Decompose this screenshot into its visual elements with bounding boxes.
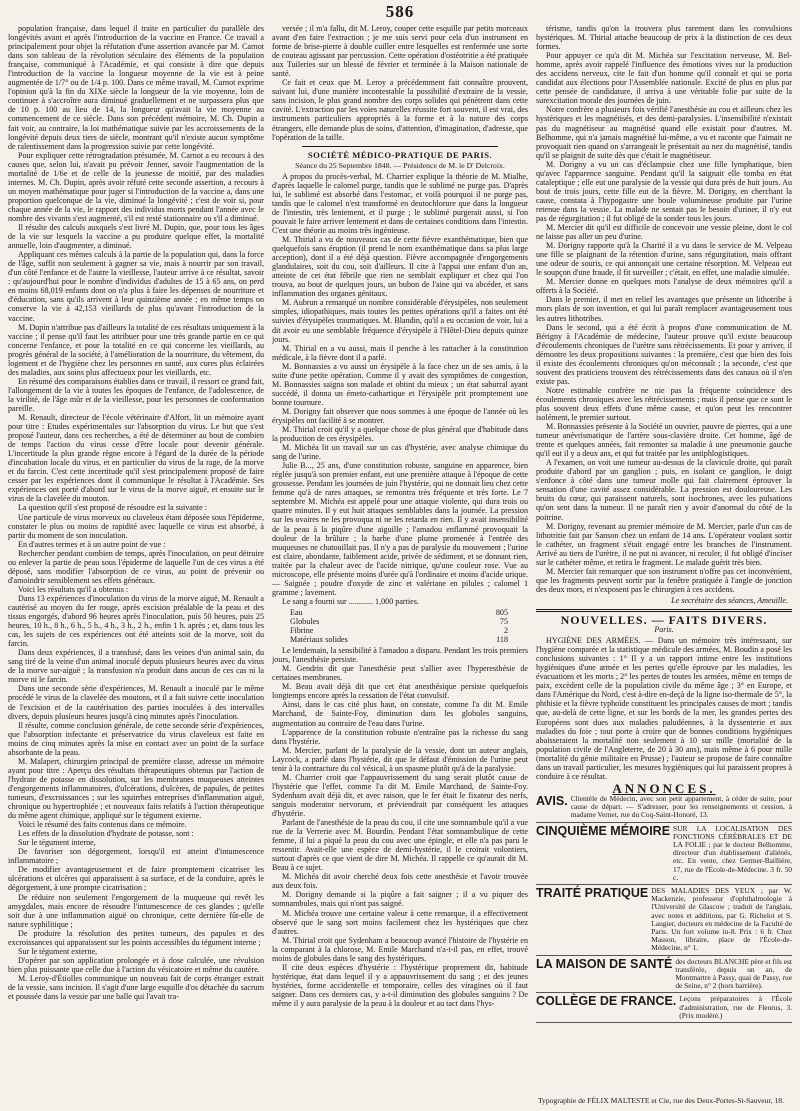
paragraph: M. Michéa lit un travail sur un cas d'hystérie, avec analyse chimique du sang de l'urine. [272, 443, 528, 462]
paragraph: M. Malapert, chirurgien principal de première classe, adresse un mémoire ayant pour titre : Aperçu des résultats thérapeutiques obtenus par l'action de l'hydrate de potasse en dissolution, sur les membranes muqueuses atteintes d'engorgements inflammatoires, d'ulcérations, d'ulcères, de papules, de petites tumeurs, d'excroissances ; sur les squirrhes entreprises d'inflammation aiguë, chronique ou hypertrophiée ; et nouveaux faits relatifs à l'action thérapeutique du même agent chimique, appliqué sur le tégument externe. [8, 756, 264, 821]
paragraph: Sur le tégument externe, [18, 946, 98, 956]
secretary-signature: Le secrétaire des séances, Ameuille. [671, 595, 788, 605]
paragraph: Une particule de virus morveux ou claveleux étant déposée sous l'épiderme, constater le plus ou moins de rapidité avec laquelle ce virus est absorbé, à partir du moment de son inoculation. [8, 512, 264, 540]
table-row [290, 635, 528, 644]
paragraph: Rechercher pendant combien de temps, après l'inoculation, on peut détruire ou enlever la partie de peau sous l'épiderme de laquelle l'un de ces virus a été déposé, sans modifier l'absorption de ce virus, au point de prévenir ou d'amoindrir sensiblement ses effets généraux. [8, 548, 264, 585]
table-row [290, 617, 528, 626]
paragraph: versée ; il m'a fallu, dit M. Leroy, couper cette esquille par petits morceaux avant d'en faire l'extraction ; je me suis servi pour cela d'un instrument en forme de brise-pierre à double cuiller entre lesquelles est renfermée une sorte de couteau agissant par percussion. Cette opération d'ostéotritie a été pratiquée aux Tuileries sur un blessé de février et terminée à la Maison nationale de santé. [272, 24, 528, 79]
paragraph: M. Gendrin dit que l'anesthésie peut s'allier avec l'hyperesthésie de certaines membranes. [272, 664, 528, 683]
paragraph: Il cite deux espèces d'hystérie : l'hystérique proprement dit, habitude hystérique, état dans lequel il y a appauvrissement du sang ; et des jeunes hystéries, forme accidentelle et temporaire, celles des viragines où il faut saigner. Dans ces derniers cas, y a-t-il diminution des globules sanguins ? De même il y aura paralysie de la peau à la douleur et au tact dans l'hys- [272, 962, 528, 1008]
table-value: 2 [503, 626, 508, 636]
paragraph: population française, dans lequel il traite en particulier du parallèle des longévités avant et après l'introduction de la vaccine en France. Ce travail a principalement pour objet la réfutation d'une assertion avancée par M. Carnot dans son tableau de la révolution séculaire des éléments de la population française, communiqué à l'Académie, et qui consiste à dire que depuis l'introduction de la vaccine la longueur moyenne de la vie est à peine augmentée de 1/7° ou de 1/4 p. 100. Dans ce même travail, M. Carnot exprime l'opinion qu'à la fin du XIXe siècle la longueur de la vie moyenne, loin de continuer à s'accroître aura diminué graduellement et ne surpassera plus que de 10 p. 100 au lieu de 14, la longueur qu'avait la vie moyenne au commencement de ce siècle. Dans son précédent mémoire, M. Ch. Dupin a fait voir, au contraire, la loi mathématique suivie par les accroissements de la longévité depuis deux tiers de siècle, montrant qu'il n'existe aucun symptôme de ralentissement dans la progression suivie par cette longévité. [8, 24, 264, 151]
advertisement [536, 795, 792, 823]
table-value: 75 [499, 617, 508, 626]
paragraph: De modifier avantageusement et de faire promptement cicatriser les ulcérations et ulcères qui apparaissent à sa surface, et de la conduire, après le dégorgement, à une prompte cicatrisation ; [8, 865, 264, 893]
section-rule [302, 146, 498, 147]
paragraph: A propos du procès-verbal, M. Charrier explique la théorie de M. Mialhe, d'après laquelle le calomel purge, tandis que le sublimé ne purge pas. D'après lui, le sublimé est absorbé dans l'estomac, et voilà pourquoi il ne purge pas, tandis que le calomel n'est transformé en deutochlorure que dans la longueur de l'intestin, très lentement, et il purge ; le sublimé purgerait aussi, si l'on pouvait le faire arriver lentement et dans de certaines conditions dans l'intestin. C'est une théorie au moins très ingénieuse. [272, 171, 528, 235]
paragraph: Notre estimable confrère ne nie pas la fréquente coïncidence des écoulements chroniques avec les rétrécissements ; mais il pense que ce sont le plus souvent deux effets d'une même cause, et qu'on peut les rencontrer isolément, le premier surtout. [536, 385, 792, 423]
paragraph: Parlant de l'anesthésie de la peau du cou, il cite une somnambule qu'il a vue rue de la Verrerie avec M. Bourdin. Pendant l'état somnambulique de cette femme, il lui a piqué la peau du cou avec une épingle, et elle n'a pas paru le ressentir. Avait-elle une espèce de demi-hystérie, il le croirait volontiers, surtout d'après ce que vient de dire M. Michéa. Il rappelle ce qu'aurait dit M. Beau à ce sujet. [272, 818, 528, 873]
table-label: Eau [290, 607, 303, 617]
paragraph: M. Beau avait déjà dit que cet état anesthésique persiste quelquefois longtemps encore après la cessation de l'état convulsif. [272, 682, 528, 701]
paragraph: M. Thirial en a vu aussi, mais il penche à les rattacher à la constitution médicale, à la fièvre dont il a parlé. [272, 343, 528, 362]
ad-text: Leçons préparatoires à l'École d'administration, rue de Fleurus, 3. (Prix modéré.) [679, 994, 792, 1020]
paragraph: Dans 13 expériences d'inoculation du virus de la morve aiguë, M. Renault a cautérisé au moyen du fer rouge, après excision préalable de la peau et des tissus engorgés, d'abord 96 heures après l'inoculation, puis 50 heures, puis 25 heures, 10 h., 8 h., 6 h., 5 h., 4 h., 3 h., 2 h., enfin 1 h. après ; et, dans tous les cas, les sujets de ces expériences ont été atteints soit de la morve, soit du farcin. [8, 593, 264, 649]
paragraph: M. Dorigny, revenant au premier mémoire de M. Mercier, parle d'un cas de lithotritie fait par Sanson chez un enfant de 14 ans. L'opérateur voulant sortir le cathéter, un fragment s'était engagé entre les branches de l'instrument. Arrivé au tiers de l'urètre, il ne put ni avancer, ni reculer, il fut obligé d'inciser sur le cathéter même, et retira le fragment. Le malade guérit très bien. [536, 521, 792, 567]
paragraph: M. Bonnassies présente à la Société un ouvrier, pauvre de pierres, qui a une tumeur anévrismatique de l'artère sous-clavière droite. Cet homme, âgé de trente et quelques années, fait remonter sa maladie à une pneumonie gauche qu'il eut il y a deux ans, et qui fut traitée par les antiphlogistiques. [536, 422, 792, 459]
ad-text: SUR LA LOCALISATION DES FONCTIONS CÉRÉBRALES ET DE LA FOLIE ; par le docteur Belhomme, directeur d'un établissement d'aliénés, etc. En vente, chez Germer-Baillière, 17, rue de l'École-de-Médecine. 3 fr. 50 c. [673, 823, 792, 882]
paragraph: Appliquant ces mêmes calculs à la partie de la population qui, dans la force de l'âge, suffit non seulement à gagner sa vie, mais à nourrir par son travail, d'un côté l'enfance et de l'autre la vieillesse, l'auteur arrive à ce résultat, savoir : qu'aujourd'hui pour le nombre d'individus d'adultes de 15 à 65 ans, on perd en moins 68,019 enfants dont on n'a plus à faire les dépenses de nourriture et d'éducation, sans qu'ils arrivent à leur quinzième année ; en même temps on conserve la vie à 42,153 vieillards de plus qu'avant l'introduction de la vaccine. [8, 250, 264, 323]
ad-headline: TRAITÉ PRATIQUE [536, 885, 649, 900]
paragraph: Les effets de la dissolution d'hydrate de potasse, sont : [18, 829, 194, 839]
paragraph: Ce fait et ceux que M. Leroy a précédemment fait connaître prouvent, suivant lui, d'une manière incontestable la possibilité d'extraire de la vessie, sans incision, le plus grand nombre des corps solides qui pénètrent dans cette cavité. L'extraction par les voies naturelles réussite fort souvent, il est vrai, des instruments particuliers appropriés à la forme et à la nature des corps étrangers, elle demande plus de soins, d'attention, d'imagination, d'adresse, que l'opération de la taille. [272, 78, 528, 142]
paragraph: M. Thirial croit qu'il y a quelque chose de plus général que d'habitude dans la production de ces érysipèles. [272, 425, 528, 444]
session-note: Séance du 25 Septembre 1848. — Présidence de M. le D' Delcroix. [295, 160, 505, 170]
ad-headline: COLLÈGE DE FRANCE. [536, 994, 677, 1009]
table-label: Matériaux solides [290, 635, 348, 645]
paragraph: Pour appuyer ce qu'a dit M. Michéa sur l'excitation nerveuse, M. Bel-homme, après avoir rappelé l'influence des émotions vives sur la production des accidens nerveux, cite le fait d'un homme qu'il connaît et qui se porta candidat aux élections pour l'Assemblée nationale. Excité de plus en plus par cette pensée de candidature, il arriva à une véritable folie par suite de la surexcitation morale des journées de juin. [536, 51, 792, 106]
paragraph: Il résulte des calculs auxquels s'est livré M. Dupin, que, pour tous les âges de la vie sur lesquels la vaccine a pu produire quelque effet, la mortalité annuelle, loin d'augmenter, a diminué. [8, 223, 264, 251]
paragraph: M. Bonnassies a vu aussi un érysipèle à la face chez un de ses amis, à la suite d'une petite opération. Comme il y avait des symptômes de congestion, M. Bonnassies saigna son malade et obtint du mieux ; un état saburral ayant succédé, il donna un émeto-cathartique et l'érysipèle prit promptement une bonne tournure. [272, 361, 528, 407]
paragraph: Dans le premier, il met en relief les avantages que présente un lithotribe à mors plats de son invention, et qui lui paraît remplacer avantageusement tous les autres lithotribes. [536, 295, 792, 323]
paragraph: M. Renault, directeur de l'école vétérinaire d'Alfort, lit un mémoire ayant pour titre : Etudes expérimentales sur l'absorption du virus. Le but que s'est proposé l'auteur, dans ces recherches, a été de déterminer au bout de combien de temps l'action du virus cesse d'être locale pour devenir générale. L'incertitude la plus grande règne encore à l'égard de la durée de la période d'incubation locale du virus, et en particulier du virus de la rage, de la morve et du farcin. C'est cette incertitude qu'il s'est principalement proposé de faire cesser par les expériences dont il communique le résultat à l'Académie. Ses expériences ont porté d'abord sur le virus de la morve aiguë, et ensuite sur le virus de la clavelée du mouton. [8, 413, 264, 504]
paragraph: Le sang a fourni sur ............ 1,000 parties. [282, 596, 419, 606]
paragraph: M. Michéa dit avoir cherché deux fois cette anesthésie et l'avoir trouvée aux deux fois. [272, 872, 528, 891]
paragraph: HYGIÈNE DES ARMÉES. — Dans un mémoire très intéressant, sur l'hygiène comparée et la statistique médicale des armées, M. Boudin a posé les conclusions suivantes : 1° Il y a un rapport intime entre les institutions hygiéniques d'une armée et les pertes qu'elle éprouve par les maladies, les évacuations et les morts ; 2° les pertes de toutes les armées, même en temps de paix, excèdent celle de la population civile du même âge ; 3° en Europe, et dans l'Amérique du Nord, c'est à-dire en-deçà de la ligne iso-thermale de 5°, la phthisie et la fièvre typhoïde constituent les principales causes de mort ; tandis que, au-delà de cette ligne, et sur les bords de la mer, les grandes pertes des Européens sont dues aux maladies paludéennes, à la dyssenterie et aux maladies du foie ; tout porte à croire que de bonnes conditions hygiéniques abaisseraient la mortalité non seulement à 10 sur mille (mortalité de la population civile de l'Angleterre, de 20 à 30 ans), mais même à 6 pour mille (mortalité du génie militaire en Prusse) ; l'auteur se propose de faire connaître dans un travail particulier, les mesures hygiéniques qui lui paraissent propres à conduire à ce résultat. [536, 636, 792, 781]
society-title: SOCIÉTÉ MÉDICO-PRATIQUE DE PARIS. [307, 149, 493, 160]
column-2 [272, 24, 528, 1098]
advertisement [536, 995, 792, 1023]
advertisement [536, 825, 792, 885]
paragraph: Voici le résumé des faits contenus dans ce mémoire. [18, 820, 187, 830]
ad-headline: AVIS. [536, 793, 568, 808]
annonces-title: ANNONCES. [612, 780, 716, 796]
paragraph: En d'autres termes et à un autre point de vue : [18, 539, 166, 549]
paragraph: M. Dorigny demande si la piqûre a fait saigner ; il a vu piquer des somnambules, mais qui n'ont pas saigné. [272, 890, 528, 909]
paragraph: M. Dupin n'attribue pas d'ailleurs la totalité de ces résultats uniquement à la vaccine ; il pense qu'il faut les attribuer pour une très grande partie en ce qui concerne l'enfance, et pour la totalité en ce qui concerne les vieillards, au progrès général de la société, à l'amélioration de la nourriture, du vêtement, du logement et de l'hygiène chez les personnes en santé, aux cures plus éclairées des maladies, aux soins plus affectueux pour les vieillards, etc. [8, 322, 264, 377]
ad-text: DES MALADIES DES YEUX ; par W. Mackenzie, professeur d'ophthalmologie à l'Université de Glascow ; traduit de l'anglais, avec notes et additions, par G. Richelot et S. Laugier, docteurs en médecine de la Faculté de Paris. Un fort volume in-8. Prix : 6 fr. Chez Masson, libraire, place de l'École-de-Médecine, n° 1. [651, 885, 792, 953]
paragraph: Il résulte, comme conclusion générale, de cette seconde série d'expériences, que l'absorption infectante et préservatrice du virus claveleux est faite en moins de cinq minutes après la mise en contact avec un point de la surface absorbante de la peau. [8, 720, 264, 757]
paragraph: térisme, tandis qu'on la trouvera plus rarement dans les convulsions hystériques. M. Thirial attache beaucoup de prix à la distinction de ces deux formes. [536, 24, 792, 52]
page-number: 586 [385, 2, 415, 21]
paragraph: M. Michéa trouve une certaine valeur à cette remarque, il a effectivement observé que le sang sort moins facilement chez les hystériques que chez d'autres. [272, 908, 528, 936]
table-label: Globules [290, 617, 320, 626]
paragraph: M. Leroy-d'Étiolles communique un nouveau fait de corps étranger extrait de la vessie, sans incision. Il s'agit d'une large esquille d'os détachée du sacrum et poussée dans la vessie par une balle qui l'avait tra- [8, 973, 264, 1002]
paragraph: Dans le second, qui a été écrit à propos d'une communication de M. Bérigny à l'Académie de médecine, l'auteur prouve qu'il existe beaucoup d'écoulements chroniques de l'urètre sans rétrécissements. Et pour y arriver, il démontre les deux propositions suivantes : la première, c'est que bien des fois il existe des écoulements chroniques qu'on méconnaît ; la seconde, c'est que souvent des praticiens trouvent des rétrécissements dans des canaux où il n'en existe pas. [536, 322, 792, 386]
paragraph: Dans deux expériences, il a transfusé, dans les veines d'un animal sain, du sang tiré de la veine d'un animal inoculé depuis plusieurs heures avec du virus de la morve sur-aiguë ; la transfusion n'a produit dans aucun de ces cas ni la morve ni le farcin. [8, 648, 264, 685]
paragraph: D'opérer par son application prolongée et à dose calculée, une révulsion bien plus puissante que celle due à l'action du vésicatoire et même du cautère. [8, 955, 264, 974]
table-value: 118 [496, 635, 508, 645]
advertisement [536, 887, 792, 956]
paragraph: Sur le tégument interne, [18, 838, 96, 848]
column-1 [8, 24, 264, 1098]
paragraph: M. Mercier dit qu'il est difficile de concevoir une vessie pleine, dont le col ne laisse pas aller un peu d'urine. [536, 223, 792, 242]
paragraph: Le lendemain, la sensibilité à l'amadou a disparu. Pendant les trois premiers jours, l'anesthésie persiste. [272, 646, 528, 665]
paragraph: De favoriser son dégorgement, lorsqu'il est atteint d'intumescence inflammatoire ; [8, 847, 264, 866]
table-row [290, 626, 528, 635]
ad-text: Clientèle de Médecin, avec son petit appartement, à céder de suite, pour cause de départ. — S'adresser, pour les renseignements et cession, à madame Vernet, rue du Coq-Saint-Honoré, 13. [570, 793, 792, 820]
paragraph: Notre confrère a plusieurs fois vérifié l'anesthésie au cou et ailleurs chez les hystériques et les magnétisés, et des demi-paralysies. L'insensibilité n'existait pas du magnétiseur au magnétisé quand elle existait pour d'autres. M. Belhomme, qui n'a jamais magnétisé lui-même, a vu et raconte que l'aimait ne provoquait rien quand on s'arrangeait le présentait au nez du magnétisé, tandis qu'il se plaignit de suite dès que c'était le magnétiseur. [536, 105, 792, 160]
news-place: Paris. [654, 625, 674, 635]
paragraph: M. Mercier fait remarquer que son instrument n'offre pas cet inconvénient, que les fragments peuvent sortir par la fenêtre pratiquée à l'angle de jonction des deux mors, et n'exposent pas le chirurgien à ces accidens. [536, 566, 792, 594]
paragraph: M. Dorigny fait observer que nous sommes à une époque de l'année où les érysipèles ont facilité à se montrer. [272, 406, 528, 425]
table-value: 805 [495, 607, 508, 617]
paragraph: La question qu'il s'est proposé de résoudre est la suivante : [18, 503, 208, 513]
paragraph: L'apparence de la constitution robuste n'entraîne pas la richesse du sang dans l'hystérie. [272, 727, 528, 746]
paragraph: M. Thirial croit que Sydenham a beaucoup avancé l'histoire de l'hystérie en la comparant à la chlorose, M. Emile Marchand n'a-t-il pas, en effet, trouvé moins de globules dans le sang des hystériques. [272, 935, 528, 963]
columns [8, 24, 792, 1098]
paragraph: En résumé des comparaisons établies dans ce travail, il ressort ce grand fait, l'allongement de la vie à toutes les époques de l'enfance, de l'adolescence, de la virilité, de l'âge mûr et de la vieillesse, pour les personnes de conformation pareille. [8, 376, 264, 413]
table-label: Fibrine [290, 626, 314, 636]
paragraph: Pour expliquer cette rétrogradation présumée, M. Carnot a eu recours à des causes que, selon lui, n'avait pu prévoir Jenner, savoir l'augmentation de la mortalité de 1/6e et de celle de la jeunesse de moitié, par des maladies internes. M. Ch. Dupin, après avoir réfuté cette seconde assertion, a recours à un moyen mathématique pour juger si l'introduction de la vaccine a, dans une proportion quelconque de la vie, diminué la longévité ; c'est de voir si, pour chaque année de la vie, le rapport des individus morts pendant l'année avec le nombre des vivants s'est augmenté, s'il est resté stationnaire ou s'il a diminué. [8, 150, 264, 223]
paragraph: M. Dorigny a vu un cas d'éclampsie chez une fille lymphatique, bien qu'avec l'apparence sanguine. Pendant qu'il la saignait elle tomba en état cataleptique ; elle eut une paralysie de la vessie qui dura près de huit jours. Au bout de trois jours, cette fille eut de la fièvre. M. Dorigny, en cherchant la cause, constata à l'hypogastre une boule volumineuse produite par l'urine retenue dans la vessie. La malade ne sentait pas le besoin d'uriner, il n'y eut pas de régurgitation ; il fut obligé de la sonder tous les jours. [536, 159, 792, 223]
paragraph: Voici les résultats qu'il a obtenus : [18, 584, 129, 594]
paragraph: Julie B..., 25 ans, d'une constitution robuste, sanguine en apparence, bien réglée jusqu'à son premier enfant, eut une première attaque à l'époque de cette grossesse. Pendant les journées de juin l'hystérie, qui ne donnait lieu chez cette femme qu'à de rares attaques, se remontra très fréquente et très forte. Le 7 septembre M. Michéa est appelé pour une attaque violente, qui dura trois ou quatre minutes. Il y eut huit attaques semblables dans la journée. La pression sur les ovaires ne les provoqua ni ne les retarda en rien. Il y avait insensibilité de la peau à la piqûre d'une aiguille ; l'amadou enflammé provoquait la douleur de la brûlure ; la barbe d'une plume promenée à l'entrée des muqueuses ne chatouillait pas. Il n'y a pas de paralysie du mouvement ; l'urine est claire, abondante, faiblement acide, privée de sédiment, et se donnant rien, traitée par la chaleur avec de l'acide nitrique, qu'une couleur rose. Vue au microscope, elle présente moins d'urée qu'à l'ordinaire et moins d'acide urique. — Saignée ; poudre d'oxyde de zinc et valériane en pilules ; calomel 1 gramme ; lavement. [272, 461, 528, 597]
news-title: NOUVELLES. — FAITS DIVERS. [560, 613, 768, 627]
paragraph: M. Mercier, parlant de la paralysie de la vessie, dont un auteur anglais, Laycock, a parlé dans l'hystérie, dit que le défaut d'émission de l'urine peut tenir à la contracture du col vésical, à un spasme plutôt qu'à de la paralysie. [272, 745, 528, 773]
ad-headline: LA MAISON DE SANTÉ [536, 956, 673, 971]
paragraph: Dans une seconde série d'expériences, M. Renault a inoculé par le même procédé le virus de la clavelée des moutons, et il a fait suivre cette inoculation de l'excision et de la cautérisation des parties inoculées à des intervalles divers, depuis plusieurs heures jusqu'à cinq minutes après l'inoculation. [8, 684, 264, 721]
news-rule [536, 609, 792, 612]
printer-footer: Typographie de FÉLIX MALTESTE et Cie, rue des Deux-Portes-St-Sauveur, 18. [537, 1096, 784, 1105]
paragraph: De produire la résolution des petites tumeurs, des papules et des excroissances qui apparaissent sur les points accessibles du tégument interne ; [8, 928, 264, 947]
paragraph: M. Thirial a vu de nouveaux cas de cette fièvre exanthématique, bien que quelquefois sans éruption (il prend le nom exanthématique dans sa plus large acception), dont il a été déjà question. Fièvre accompagnée d'engorgements glandulaires, soit du cou, soit d'ailleurs. Il cite à l'appui une enfant d'un an, atteinte de cet état fébrile que rien ne semblait expliquer et chez qui l'on trouva, au bout de quelques jours, un bubon de l'aine qui va abcéder, et sans inflammation des organes génitaux. [272, 235, 528, 299]
paragraph: M. Mercier donne en quelques mots l'analyse de deux mémoires qu'il a offerts à la Société. [536, 277, 792, 296]
blood-analysis-table [290, 608, 528, 644]
paragraph: De réduire non seulement l'engorgement de la muqueuse qui revêt les amygdales, mais encore de résoudre l'intumescence de ces glandes ; qu'elle soit due à une inflammation aiguë ou chronique, cette dernière fût-elle de nature syphilitique ; [8, 892, 264, 929]
paragraph: Ainsi, dans le cas cité plus haut, on constate, comme l'a dit M. Emile Marchand, de Sainte-Foy, diminution dans les globules sanguins, augmentation au contraire de l'eau dans l'urine. [272, 700, 528, 728]
paragraph: M. Charrier croit que l'appauvrissement du sang serait plutôt cause de l'hystérie que l'effet, comme l'a dit M. Emile Marchand, de Sainte-Foy. Sydenham avait déjà dit, et avec raison, que le fer était le fixateur des nerfs, sanguis moderator nervorum, et préviendrait par conséquent les attaques d'hystérie. [272, 772, 528, 818]
paragraph: M. Aubrun a remarqué un nombre considérable d'érysipèles, non seulement simples, idiopathiques, mais toutes les petites opérations qu'il a faites ont été suivies d'érysipèles traumatiques. M. Blandin, qu'il a eu occasion de voir, lui a dit avoir eu une semblable fréquence d'érysipèle à l'Hôtel-Dieu depuis quinze jours. [272, 298, 528, 344]
paragraph: A l'examen, on voit une tumeur au-dessus de la clavicule droite, qui paraît produite d'abord par un ganglion ; puis, en isolant ce ganglion, le doigt s'enfonce à côté dans une tumeur molle qui fait clairement éprouver la sensation d'une cavité assez considérable. La pression est douloureuse. Les bruits du cœur, qui paraissent naturels, sont isochrones, avec les pulsations qu'on sent dans la tumeur. Il ne paraît rien y avoir d'anormal du côté de la poitrine. [536, 458, 792, 522]
ad-text: des docteurs BLANCHE père et fils est transférée, depuis un an, de Montmartre à Passy, quai de Passy, rue de Seine, n° 2 (hors barrière). [675, 956, 792, 991]
paragraph: M. Dorigny rapporte qu'à la Charité il a vu dans le service de M. Velpeau une fille se plaignant de la rétention d'urine, sans régurgitation, mais offrant une odeur de souris, ce qui annonçait une certaine résorption. M. Velpeau eut le soupçon d'une fraude, il fit surveiller ; c'était, en effet, une maladie simulée. [536, 241, 792, 278]
ad-headline: CINQUIÈME MÉMOIRE [536, 823, 671, 838]
column-3 [536, 24, 792, 1098]
advertisement [536, 958, 792, 994]
table-row [290, 608, 528, 617]
